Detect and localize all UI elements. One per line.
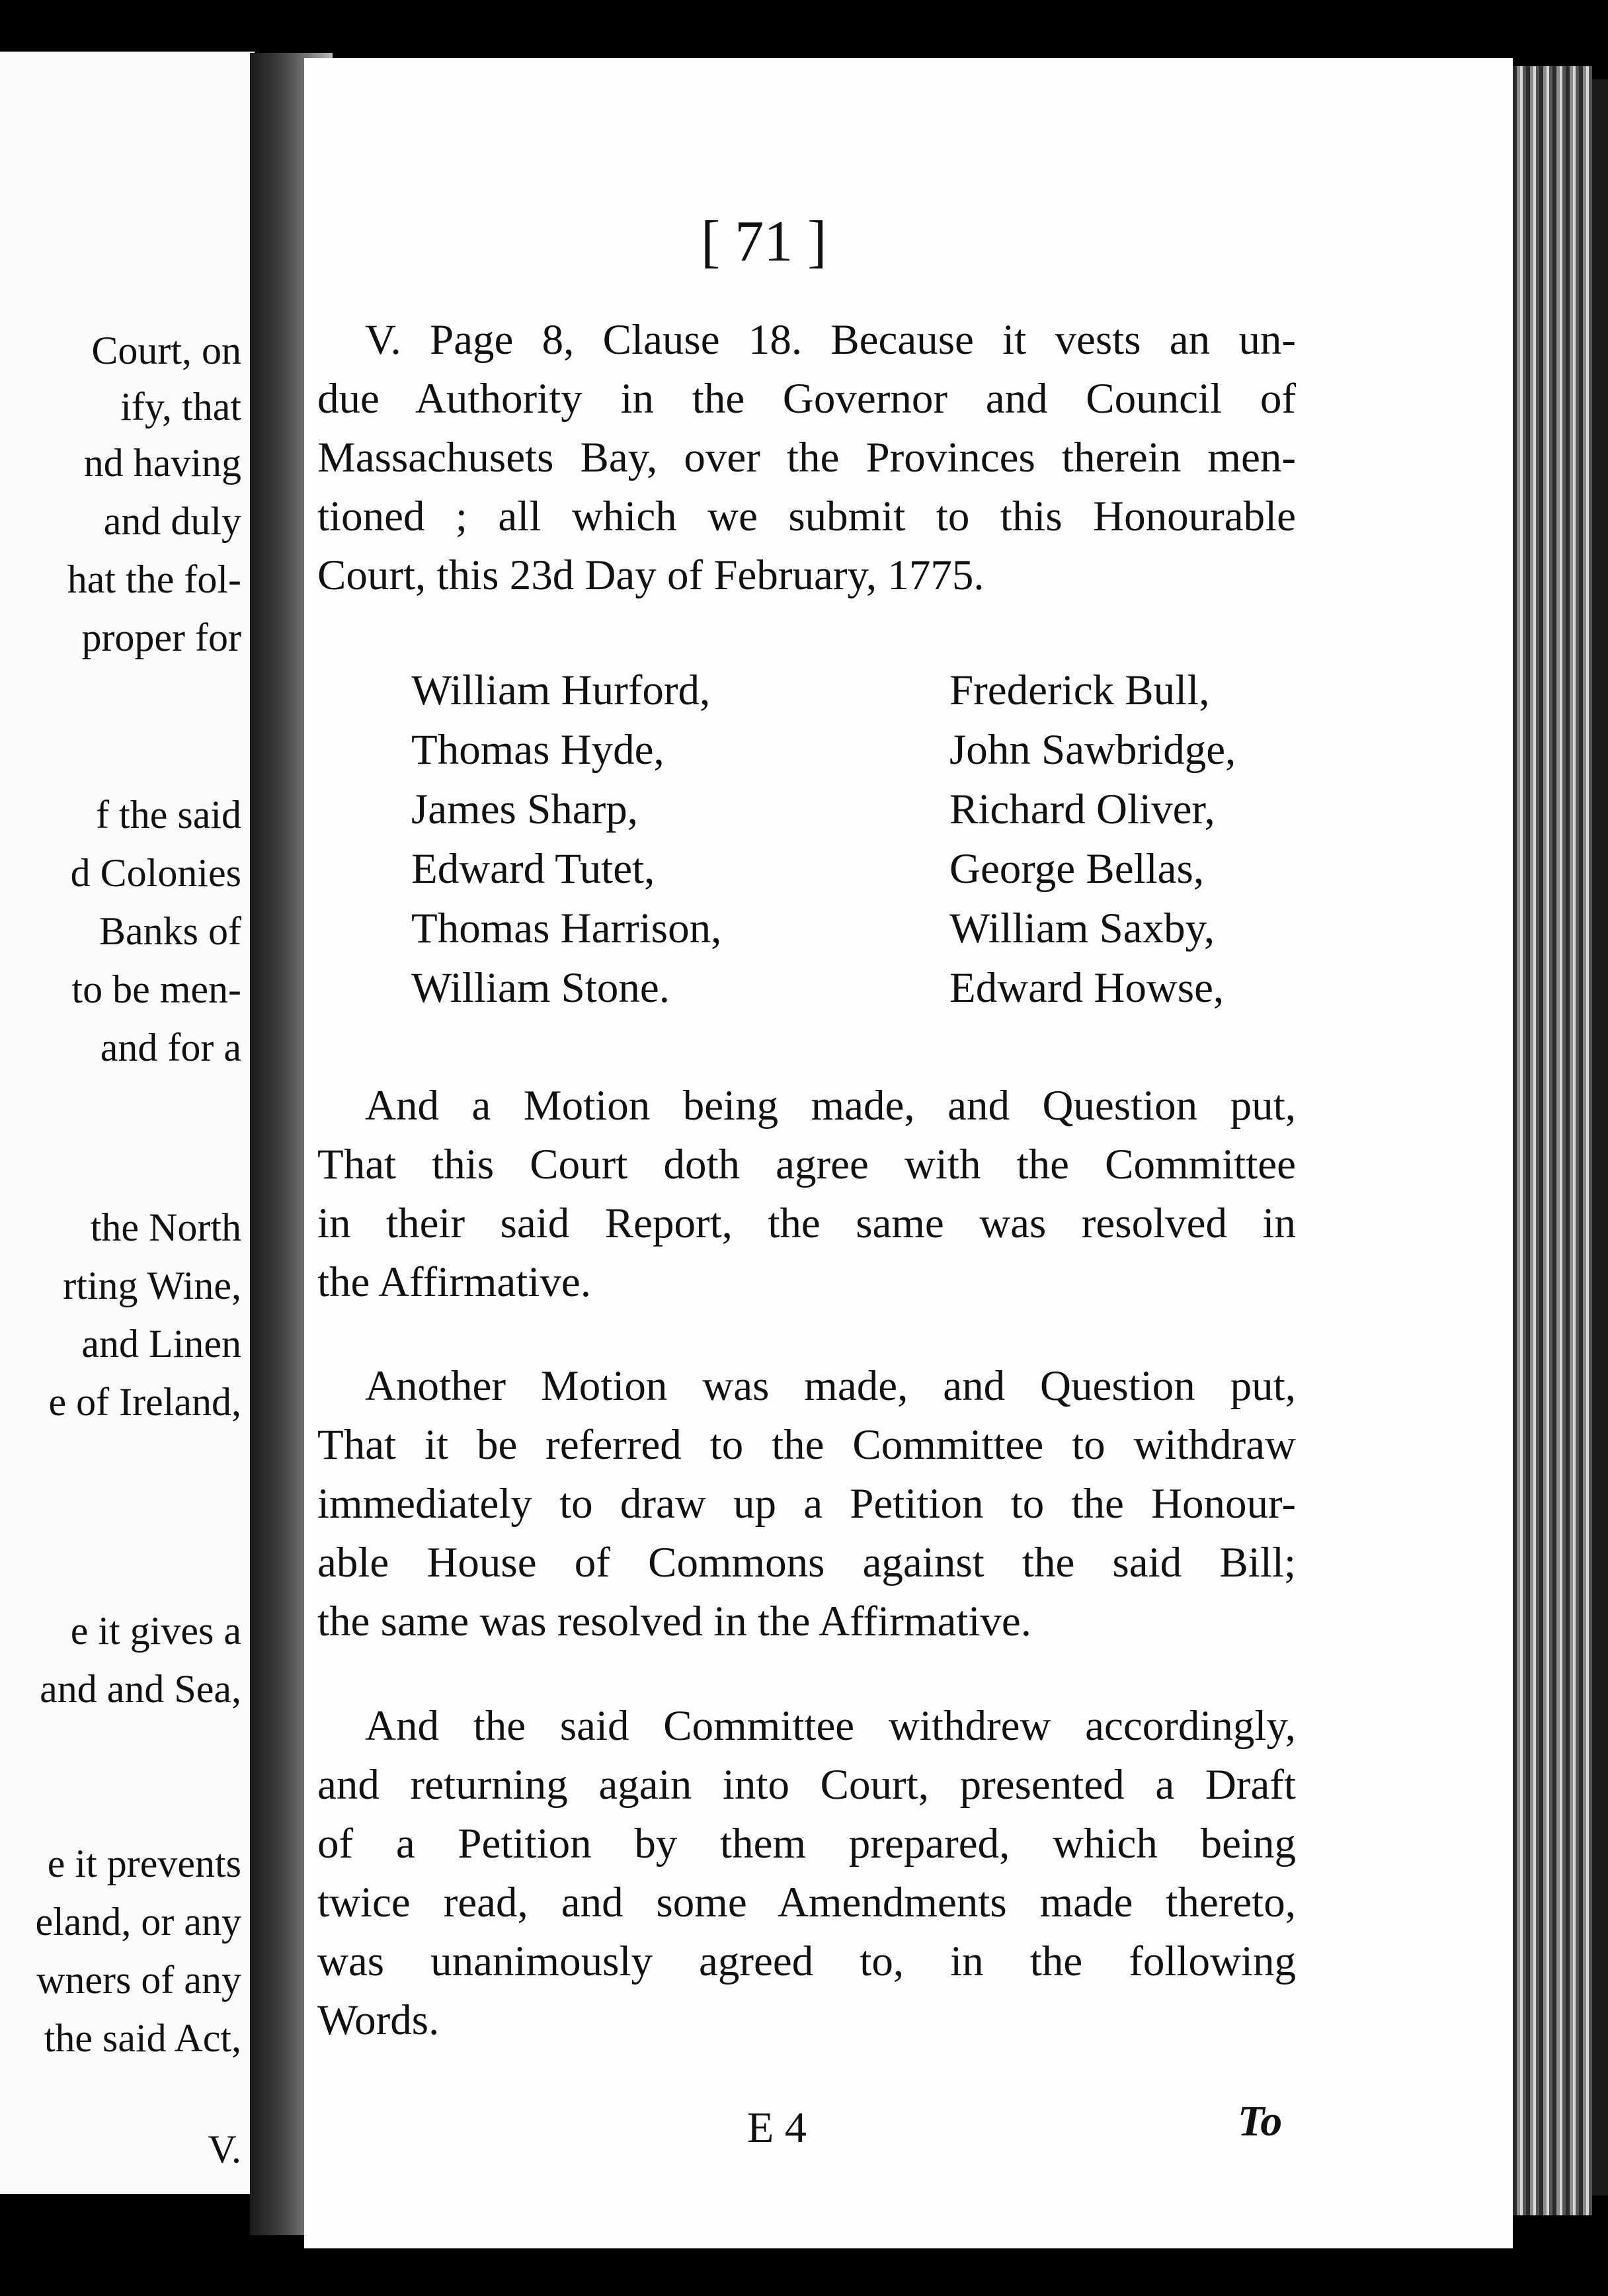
text-line: Another Motion was made, and Question put, <box>365 1362 1296 1410</box>
left-page-line: hat the fol- <box>67 557 241 601</box>
signatory-name: Frederick Bull, <box>949 667 1210 714</box>
text-line: was unanimously agreed to, in the following <box>317 1938 1296 1985</box>
page-edges <box>1513 66 1592 2215</box>
signatory-name: John Sawbridge, <box>949 726 1236 774</box>
left-page-line: e it gives a <box>70 1609 241 1653</box>
signatory-name: Thomas Harrison, <box>411 905 722 952</box>
text-line: in their said Report, the same was resolved in <box>317 1200 1296 1247</box>
signatory-name: Edward Howse, <box>949 964 1225 1012</box>
left-page-line: the said Act, <box>44 2016 241 2060</box>
left-page-line: and Linen <box>81 1322 241 1366</box>
text-line: due Authority in the Governor and Council of <box>317 375 1296 423</box>
left-page-line: wners of any <box>36 1958 241 2002</box>
left-page-line: e of Ireland, <box>48 1380 241 1424</box>
left-page-line: the North <box>90 1206 241 1249</box>
text-line: Massachusets Bay, over the Provinces therein men- <box>317 434 1296 481</box>
text-line: That it be referred to the Committee to withdraw <box>317 1421 1296 1469</box>
paragraph-clause-v <box>317 311 1296 605</box>
left-page-line: rting Wine, <box>63 1264 241 1307</box>
catchword: To <box>1238 2097 1283 2145</box>
signatory-name: William Stone. <box>411 964 670 1012</box>
left-page-line: and and Sea, <box>40 1667 241 1711</box>
signatory-name: William Saxby, <box>949 905 1215 952</box>
text-line: able House of Commons against the said Bill; <box>317 1539 1296 1586</box>
signatory-name: William Hurford, <box>411 667 711 714</box>
paragraph-committee-withdrew <box>317 1697 1296 2050</box>
signatory-name: James Sharp, <box>411 786 638 833</box>
text-line: That this Court doth agree with the Committee <box>317 1141 1296 1188</box>
left-page-line: proper for <box>81 616 241 659</box>
text-line: Words. <box>317 1996 440 2044</box>
signatory-name: George Bellas, <box>949 845 1205 893</box>
left-page-line: eland, or any <box>35 1900 241 1944</box>
signatory-name: Edward Tutet, <box>411 845 655 893</box>
text-line: of a Petition by them prepared, which being <box>317 1820 1296 1867</box>
signatory-name: Thomas Hyde, <box>411 726 664 774</box>
left-page <box>0 52 255 2194</box>
paragraph-motion-agree <box>317 1077 1296 1312</box>
left-page-line: Court, on <box>91 329 241 372</box>
text-line: and returning again into Court, presented a Draft <box>317 1761 1296 1809</box>
left-page-line: Banks of <box>99 909 241 953</box>
signature-mark: E 4 <box>747 2104 807 2152</box>
text-line: And a Motion being made, and Question put, <box>365 1082 1296 1129</box>
left-page-line: to be men- <box>71 967 241 1011</box>
text-line: the same was resolved in the Affirmative. <box>317 1598 1032 1645</box>
signatory-name: Richard Oliver, <box>949 786 1215 833</box>
text-line: the Affirmative. <box>317 1258 591 1306</box>
left-page-line: e it prevents <box>47 1842 241 1885</box>
page-number: [ 71 ] <box>701 210 827 274</box>
left-page-line: d Colonies <box>70 851 241 895</box>
left-page-line: and duly <box>103 499 241 543</box>
text-line: tioned ; all which we submit to this Honourable <box>317 493 1296 540</box>
paragraph-motion-petition <box>317 1357 1296 1651</box>
text-line: twice read, and some Amendments made thereto, <box>317 1879 1296 1926</box>
text-line: Court, this 23d Day of February, 1775. <box>317 552 985 599</box>
left-page-line: V. <box>208 2127 241 2171</box>
left-page-line: ify, that <box>120 385 241 429</box>
text-line: immediately to draw up a Petition to the Honour- <box>317 1480 1296 1528</box>
left-page-line: nd having <box>83 441 241 485</box>
text-line: V. Page 8, Clause 18. Because it vests an un- <box>365 316 1296 364</box>
left-page-line: f the said <box>96 793 241 837</box>
text-line: And the said Committee withdrew accordingly, <box>365 1702 1296 1750</box>
page-edges-shadow <box>1592 79 1608 2195</box>
left-page-line: and for a <box>100 1026 241 1069</box>
